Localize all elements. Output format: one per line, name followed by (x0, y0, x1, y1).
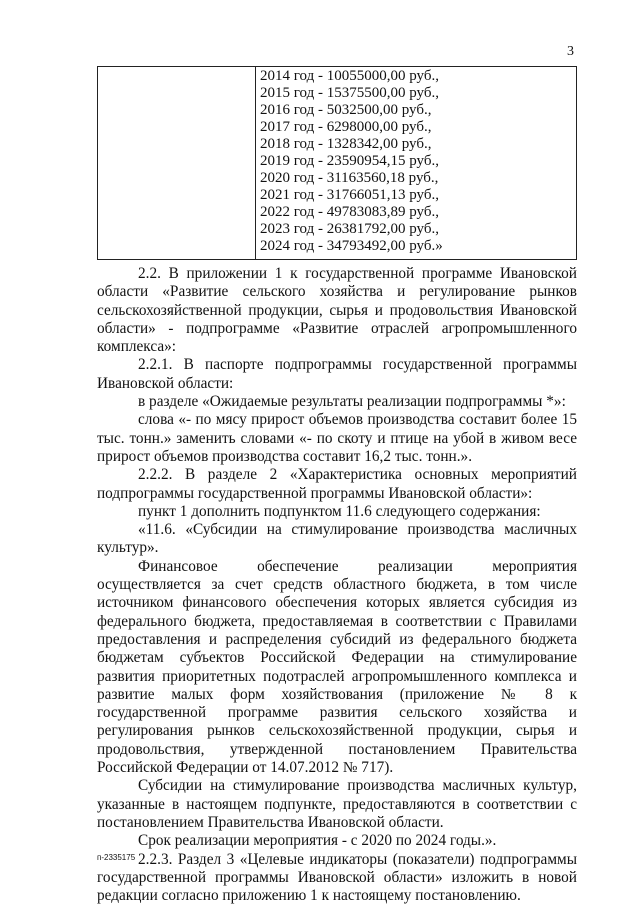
paragraph-section-expected-results: в разделе «Ожидаемые результаты реализации подпрограммы *»: (138, 393, 566, 411)
paragraph-2-2-1: 2.2.1. В паспорте подпрограммы государственной программы Ивановской области: (97, 356, 577, 392)
page-number: 3 (567, 44, 574, 59)
funding-year-line: 2021 год - 31766051,13 руб., (260, 187, 439, 203)
funding-year-line: 2015 год - 15375500,00 руб., (260, 85, 439, 101)
funding-year-line: 2024 год - 34793492,00 руб.» (260, 238, 443, 254)
funding-year-line: 2023 год - 26381792,00 руб., (260, 221, 439, 237)
paragraph-2-2-3: 2.2.3. Раздел 3 «Целевые индикаторы (показатели) подпрограммы государственной программы Ивановской области» изложить в новой редакции согласно приложению 1 к настоящему постановлению. (97, 850, 577, 905)
paragraph-11-6: «11.6. «Субсидии на стимулирование производства масличных культур». (97, 521, 577, 557)
paragraph-subsidies: Субсидии на стимулирование производства масличных культур, указанные в настоящем подпункте, предоставляются в соответствии с постановлением Правительства Ивановской области. (97, 777, 577, 831)
footer-document-code: п-2335175 (97, 853, 136, 862)
paragraph-point-1: пункт 1 дополнить подпунктом 11.6 следующего содержания: (138, 502, 541, 520)
paragraph-term: Срок реализации мероприятия - с 2020 по 2024 годы.». (138, 832, 497, 850)
paragraph-2-2: 2.2. В приложении 1 к государственной программе Ивановской области «Развитие сельского хозяйства и регулирование рынков сельскохозяйственной продукции, сырья и продовольствия Ивановской области» - подпрограмме «Развитие отраслей агропромышленного комплекса»: (97, 265, 577, 356)
funding-year-line: 2022 год - 49783083,89 руб., (260, 204, 439, 220)
funding-year-line: 2014 год - 10055000,00 руб., (260, 68, 439, 84)
paragraph-2-2-2: 2.2.2. В разделе 2 «Характеристика основных мероприятий подпрограммы государственной программы Ивановской области»: (97, 466, 577, 502)
funding-year-line: 2019 год - 23590954,15 руб., (260, 153, 439, 169)
table-column-divider (255, 66, 256, 260)
funding-year-line: 2020 год - 31163560,18 руб., (260, 170, 439, 186)
funding-year-line: 2016 год - 5032500,00 руб., (260, 102, 432, 118)
paragraph-replace-words: слова «- по мясу прирост объемов производства составит более 15 тыс. тонн.» заменить словами «- по скоту и птице на убой в живом весе прирост объемов производства составит 16,2 тыс. тонн.». (97, 411, 577, 465)
document-body (97, 265, 577, 905)
funding-by-year-list (260, 68, 443, 255)
funding-year-line: 2017 год - 6298000,00 руб., (260, 119, 432, 135)
funding-year-line: 2018 год - 1328342,00 руб., (260, 136, 432, 152)
paragraph-financing: Финансовое обеспечение реализации мероприятия осуществляется за счет средств областного бюджета, в том числе источником финансового обеспечения которых является субсидия из федерального бюджета, предоставляемая в соответствии с Правилами предоставления и распределения субсидий из федерального бюджета бюджетам субъектов Российской Федерации на стимулирование развития приоритетных подотраслей агропромышленного комплекса и развитие малых форм хозяйствования (приложение № 8 к государственной программе развития сельского хозяйства и регулирования рынков сельскохозяйственной продукции, сырья и продовольствия, утвержденной постановлением Правительства Российской Федерации от 14.07.2012 № 717). (97, 557, 577, 777)
